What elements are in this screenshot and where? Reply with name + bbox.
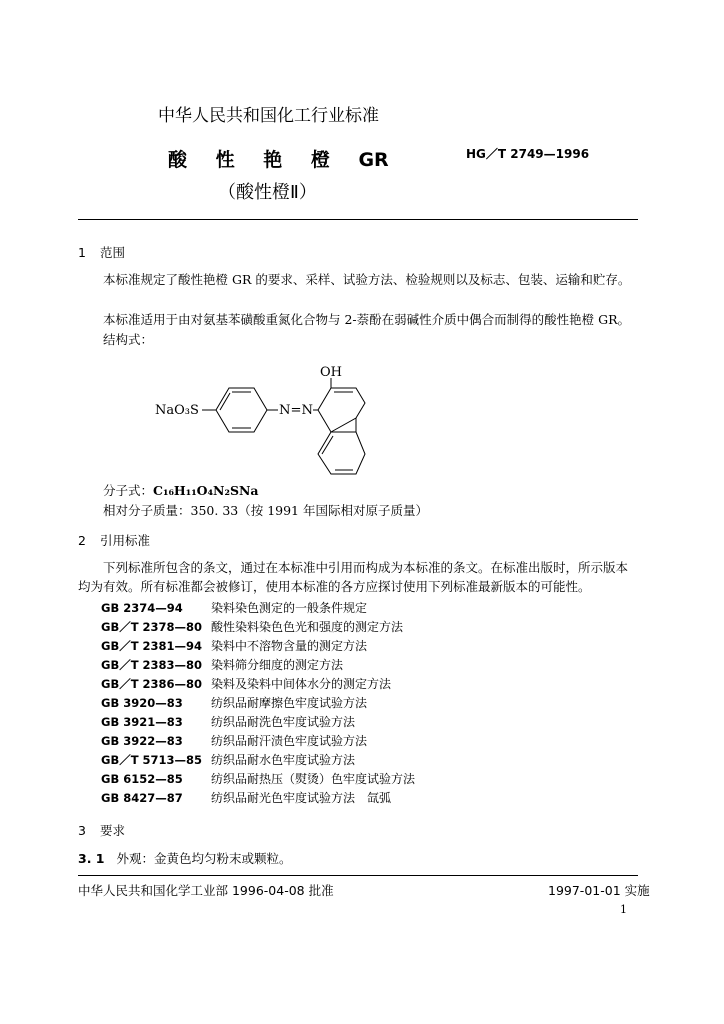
standard-code: GB／T 2381—94 [101,639,203,653]
section-3-heading [78,821,125,839]
standard-reference-row [101,637,367,655]
header-divider [78,219,638,220]
naphthalene-ring-upper [318,388,365,432]
standard-reference-row [101,713,355,731]
standard-code: GB／T 2378—80 [101,620,203,634]
benzene-ring [216,388,267,432]
standard-title: 酸性染料染色色光和强度的测定方法 [211,620,404,634]
mass-value: 350. 33（按 1991 年国际相对原子质量） [190,503,428,518]
standard-code: GB 3922—83 [101,734,183,748]
structural-formula [150,360,370,480]
footer-divider [78,875,638,876]
standard-reference-row [101,770,415,788]
standard-reference-row [101,694,367,712]
section-number: 2 [78,533,86,548]
section-number: 3 [78,823,86,838]
naphthalene-ring-lower [318,432,365,474]
issuing-body-title: 中华人民共和国化工行业标准 [158,106,379,126]
approval-line: 中华人民共和国化学工业部 1996-04-08 批准 [78,883,334,898]
section-title: 范围 [99,245,125,260]
scope-paragraph-2: 本标准适用于由对氨基苯磺酸重氮化合物与 2-萘酚在弱碱性介质中偶合而制得的酸性艳橙 GR。 [103,312,631,327]
standard-code: GB 6152—85 [101,772,183,786]
standard-code: GB 3920—83 [101,696,183,710]
document-title: 酸 性 艳 橙 GR [168,149,389,171]
standard-title: 染料及染料中间体水分的测定方法 [211,677,392,691]
standard-code: GB 3921—83 [101,715,183,729]
standard-title: 纺织品耐热压（熨烫）色牢度试验方法 [211,772,416,786]
sulfonate-label: NaO₃S [155,403,199,418]
section-title: 引用标准 [99,533,150,548]
standard-reference-row [101,732,367,750]
requirement-item-3-1 [78,849,292,867]
effective-date: 1997-01-01 实施 [548,883,650,898]
standard-code: GB 8427—87 [101,791,183,805]
standard-code: GB 2374—94 [101,601,183,615]
standard-reference-row [101,656,343,674]
document-subtitle: （酸性橙Ⅱ） [218,182,317,203]
molecular-formula [103,481,259,499]
standard-code: GB／T 5713—85 [101,753,203,767]
standard-title: 纺织品耐光色牢度试验方法 氙弧 [211,791,392,805]
hydroxyl-label: OH [320,365,342,380]
molecular-mass [103,501,428,519]
standard-title: 纺织品耐摩擦色牢度试验方法 [211,696,368,710]
standard-code: HG／T 2749—1996 [466,147,590,161]
standard-title: 染料染色测定的一般条件规定 [211,601,368,615]
section-number: 1 [78,245,86,260]
formula-value: C₁₆H₁₁O₄N₂SNa [153,483,259,498]
item-text: 外观：金黄色均匀粉末或颗粒。 [116,851,292,866]
formula-label: 分子式： [103,483,154,498]
references-paragraph: 下列标准所包含的条文，通过在本标准中引用而构成为本标准的条文。在标准出版时，所示版本均为有效。所有标准都会被修订，使用本标准的各方应探讨使用下列标准最新版本的可能性。 [78,560,629,594]
section-2-heading [78,531,150,549]
structure-label: 结构式： [103,332,154,347]
standard-title: 纺织品耐洗色牢度试验方法 [211,715,356,729]
page-number: 1 [620,903,627,916]
azo-label: N=N [279,403,313,418]
section-1-heading [78,243,125,261]
standard-title: 纺织品耐汗渍色牢度试验方法 [211,734,368,748]
standard-reference-row [101,675,391,693]
standard-reference-row [101,599,367,617]
standard-code: GB／T 2383—80 [101,658,203,672]
item-number: 3. 1 [78,851,105,866]
standard-reference-row [101,618,403,636]
standard-reference-row [101,751,355,769]
standard-code: GB／T 2386—80 [101,677,203,691]
standard-title: 染料中不溶物含量的测定方法 [211,639,368,653]
mass-label: 相对分子质量： [103,503,191,518]
scope-paragraph-1: 本标准规定了酸性艳橙 GR 的要求、采样、试验方法、检验规则以及标志、包装、运输和贮存。 [103,272,631,287]
standard-title: 染料筛分细度的测定方法 [211,658,344,672]
standard-reference-row [101,789,391,807]
standard-title: 纺织品耐水色牢度试验方法 [211,753,356,767]
section-title: 要求 [99,823,125,838]
